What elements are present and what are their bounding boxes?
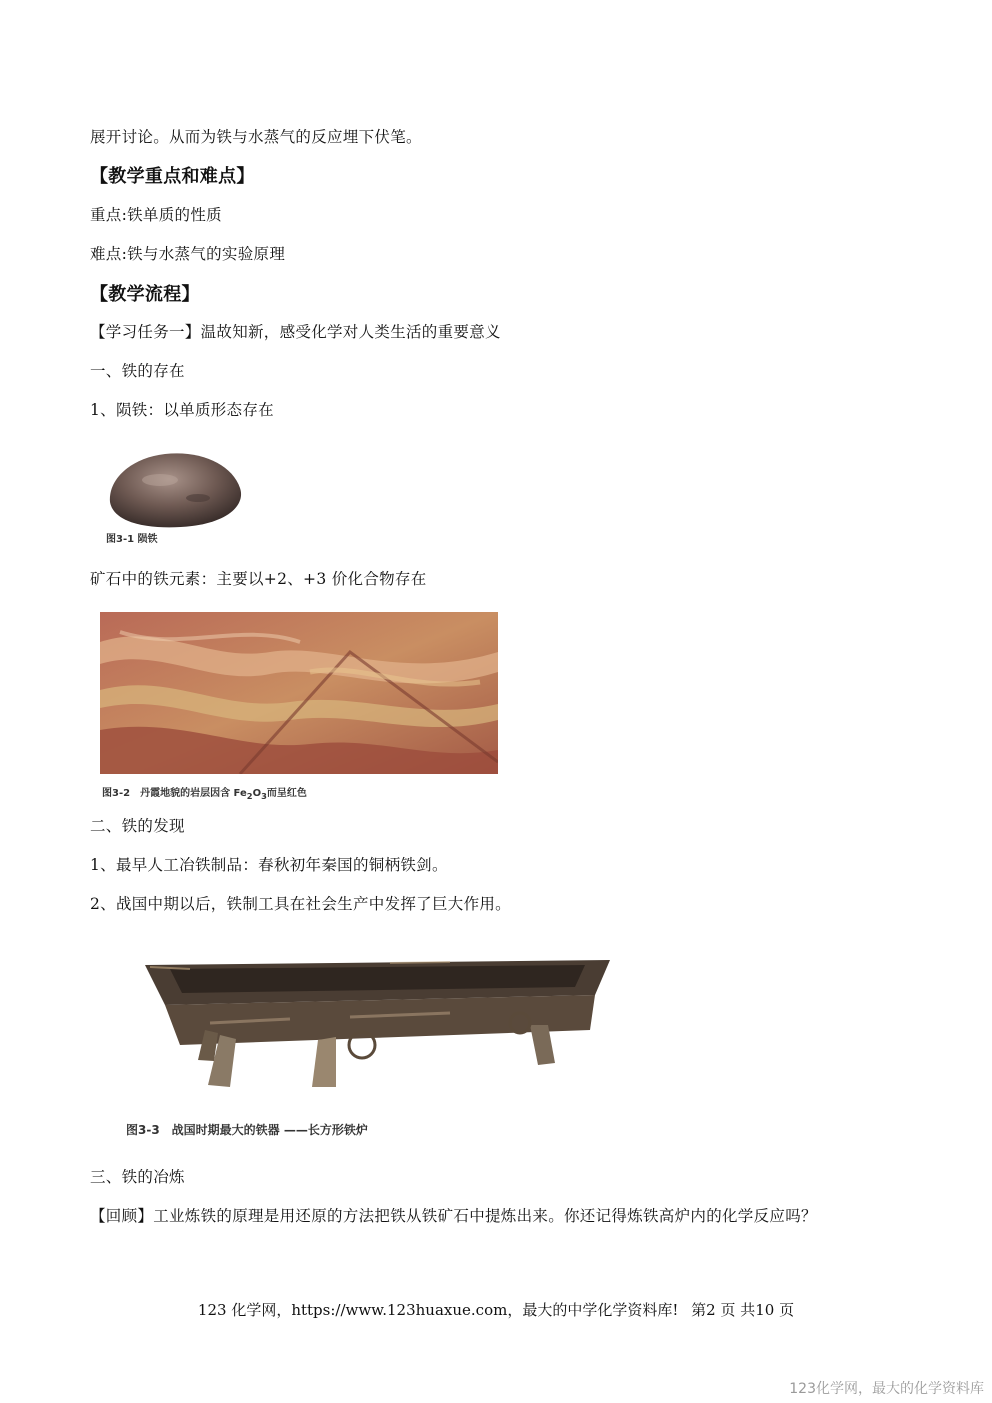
figure-danxia-landform [100, 612, 498, 804]
iron-stove-image [90, 935, 645, 1105]
section-iron-existence: 一、铁的存在 [90, 362, 185, 380]
heading-key-points: 【教学重点和难点】 [90, 166, 255, 187]
figure-2-sub-b: 3 [261, 791, 267, 801]
item-earliest-iron-product: 1、最早人工冶铁制品：春秋初年秦国的铜柄铁剑。 [90, 856, 448, 874]
item-meteorite-iron: 1、陨铁：以单质形态存在 [90, 401, 274, 419]
page-footer [0, 1299, 992, 1320]
figure-1-caption: 图3-1 陨铁 [106, 534, 158, 545]
section-iron-discovery: 二、铁的发现 [90, 817, 185, 835]
figure-2-caption-prefix: 图3-2 丹霞地貌的岩层因含 Fe [102, 788, 247, 799]
section-iron-smelting: 三、铁的冶炼 [90, 1168, 185, 1186]
watermark: 123化学网，最大的化学资料库 [789, 1381, 984, 1397]
heading-teaching-flow: 【教学流程】 [90, 284, 200, 305]
figure-2-caption-mid: O [252, 788, 262, 799]
line-intro: 展开讨论。从而为铁与水蒸气的反应埋下伏笔。 [90, 128, 422, 146]
figure-2-sub-a: 2 [246, 791, 253, 801]
line-task-one: 【学习任务一】温故知新，感受化学对人类生活的重要意义 [90, 323, 501, 341]
line-difficult-point: 难点:铁与水蒸气的实验原理 [90, 245, 286, 263]
figure-2-caption-suffix: 而呈红色 [266, 788, 307, 799]
figure-meteorite [100, 440, 250, 548]
figure-2-caption [102, 784, 307, 801]
footer-site-text: 123 化学网，https://www.123huaxue.com，最大的中学化学资料库! [197, 1301, 679, 1319]
item-warring-states-tools: 2、战国中期以后，铁制工具在社会生产中发挥了巨大作用。 [90, 895, 511, 913]
figure-3-caption: 图3-3 战国时期最大的铁器 ——长方形铁炉 [126, 1123, 368, 1137]
line-key-point: 重点:铁单质的性质 [90, 206, 222, 224]
line-review: 【回顾】工业炼铁的原理是用还原的方法把铁从铁矿石中提炼出来。你还记得炼铁高炉内的化学反应吗？ [90, 1207, 817, 1225]
line-iron-in-ore: 矿石中的铁元素：主要以+2、+3 价化合物存在 [90, 570, 427, 588]
footer-page-number: 第2 页 共10 页 [691, 1301, 795, 1319]
figure-iron-stove [90, 935, 645, 1147]
danxia-landform-image [100, 612, 498, 774]
